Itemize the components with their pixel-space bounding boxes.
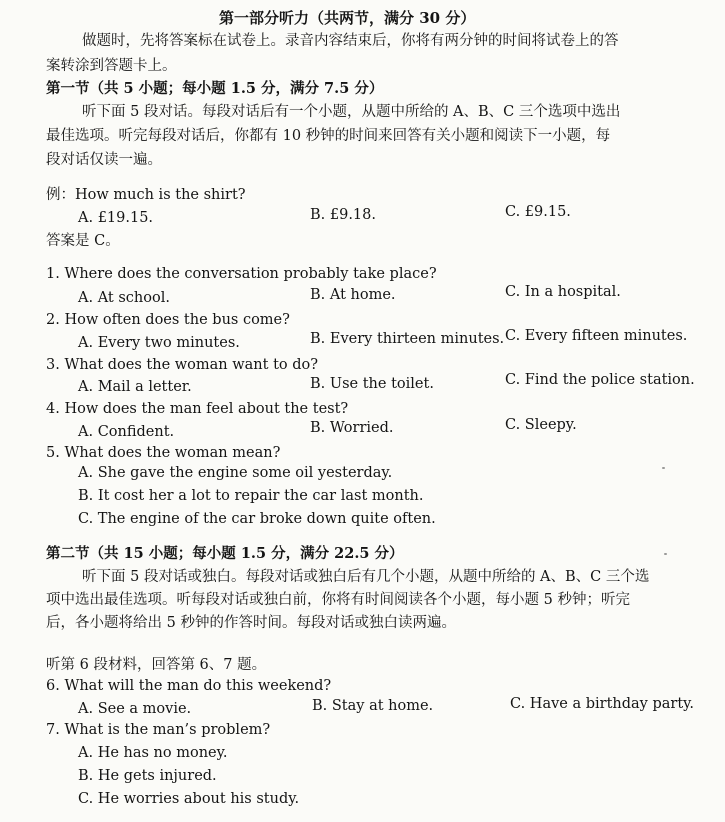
q1-option-c: C. In a hospital. <box>505 284 621 300</box>
q4-option-c: C. Sleepy. <box>505 417 577 433</box>
example-question: 例：How much is the shirt? <box>46 187 246 203</box>
q2-option-a: A. Every two minutes. <box>78 335 240 351</box>
material-heading: 听第 6 段材料，回答第 6、7 题。 <box>46 657 267 673</box>
q4-option-b: B. Worried. <box>310 420 394 436</box>
question-2: 2. How often does the bus come? <box>46 312 290 328</box>
example-answer: 答案是 C。 <box>46 233 120 249</box>
section2-instruction: 听下面 5 段对话或独白。每段对话或独白后有几个小题，从题中所给的 A、B、C 三个选 <box>82 569 650 585</box>
q1-option-b: B. At home. <box>310 287 396 303</box>
question-5: 5. What does the woman mean? <box>46 445 281 461</box>
question-7: 7. What is the man’s problem? <box>46 722 271 738</box>
q3-option-a: A. Mail a letter. <box>78 379 192 395</box>
q7-option-a: A. He has no money. <box>78 745 228 761</box>
section1-instruction: 最佳选项。听完每段对话后，你都有 10 秒钟的时间来回答有关小题和阅读下一小题，每 <box>46 128 611 144</box>
section1-instruction: 段对话仅读一遍。 <box>46 152 162 168</box>
q4-option-a: A. Confident. <box>78 424 175 440</box>
section2-heading: 第二节（共 15 小题；每小题 1.5 分，满分 22.5 分） <box>46 545 404 562</box>
q3-option-b: B. Use the toilet. <box>310 376 434 392</box>
q3-option-c: C. Find the police station. <box>505 372 695 388</box>
question-3: 3. What does the woman want to do? <box>46 357 319 373</box>
section1-heading: 第一节（共 5 小题；每小题 1.5 分，满分 7.5 分） <box>46 80 384 97</box>
q2-option-c: C. Every fifteen minutes. <box>505 328 688 344</box>
q6-option-a: A. See a movie. <box>78 701 192 717</box>
scan-speck <box>662 467 665 469</box>
q6-option-b: B. Stay at home. <box>312 698 434 714</box>
example-option-b: B. £9.18. <box>310 207 376 223</box>
q5-option-c: C. The engine of the car broke down quite often. <box>78 511 436 527</box>
intro-line: 做题时，先将答案标在试卷上。录音内容结束后，你将有两分钟的时间将试卷上的答 <box>82 33 619 49</box>
question-1: 1. Where does the conversation probably take place? <box>46 266 437 282</box>
question-4: 4. How does the man feel about the test? <box>46 401 349 417</box>
q7-option-c: C. He worries about his study. <box>78 791 300 807</box>
scan-speck <box>664 553 667 555</box>
example-option-a: A. £19.15. <box>78 210 154 226</box>
question-6: 6. What will the man do this weekend? <box>46 678 332 694</box>
q2-option-b: B. Every thirteen minutes. <box>310 331 505 347</box>
q5-option-a: A. She gave the engine some oil yesterday. <box>78 465 393 481</box>
intro-line: 案转涂到答题卡上。 <box>46 58 177 74</box>
q5-option-b: B. It cost her a lot to repair the car last month. <box>78 488 424 504</box>
q1-option-a: A. At school. <box>78 290 170 306</box>
section1-instruction: 听下面 5 段对话。每段对话后有一个小题，从题中所给的 A、B、C 三个选项中选出 <box>82 104 621 120</box>
q6-option-c: C. Have a birthday party. <box>510 696 695 712</box>
part-title: 第一部分听力（共两节，满分 30 分） <box>219 9 476 27</box>
example-option-c: C. £9.15. <box>505 204 571 220</box>
section2-instruction: 后，各小题将给出 5 秒钟的作答时间。每段对话或独白读两遍。 <box>46 615 456 631</box>
section2-instruction: 项中选出最佳选项。听每段对话或独白前，你将有时间阅读各个小题，每小题 5 秒钟；听完 <box>46 592 630 608</box>
q7-option-b: B. He gets injured. <box>78 768 217 784</box>
